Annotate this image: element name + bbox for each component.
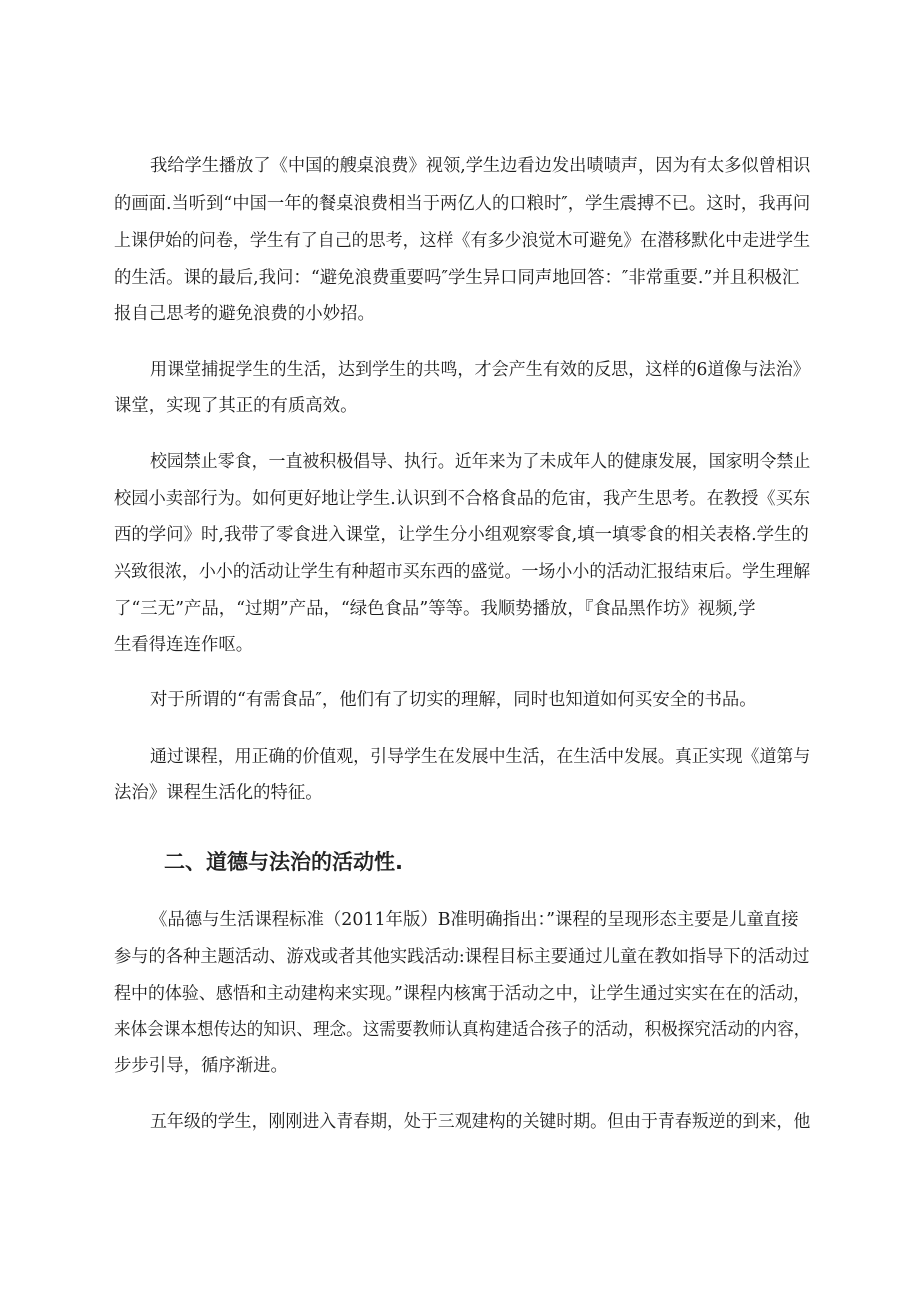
paragraph-3-line-2: 校园小卖部行为。如何更好地让学生.认识到不合格食品的危宙，我产生思考。在教授《买东 xyxy=(114,489,811,509)
paragraph-2-line-1: 用课堂捕捉学生的生活，达到学生的共鸣，才会产生有效的反思，这样的6道像与法治》 xyxy=(150,360,810,380)
paragraph-2-line-2: 课堂，实现了其正的有质高效。 xyxy=(114,396,358,416)
paragraph-1-line-3: 上课伊始的问卷，学生有了自己的思考，这样《有多少浪觉木可避免》在潜移默化中走进学生 xyxy=(114,231,811,251)
paragraph-1-line-5: 报自己思考的避免浪费的小妙招。 xyxy=(114,304,375,324)
paragraph-6-line-5: 步步引导，循序渐进。 xyxy=(114,1056,288,1076)
paragraph-1-line-4: 的生活。课的最后,我问：“避免浪费重要吗″学生异口同声地回答：″非常重要.”并且积极汇 xyxy=(114,268,800,288)
paragraph-3-line-6: 生看得连连作呕。 xyxy=(114,635,254,655)
paragraph-7-line-1: 五年级的学生，刚刚进入青春期，处于三观建构的关键时期。但由于青春叛逆的到来，他 xyxy=(150,1112,811,1132)
paragraph-3-line-3: 西的学问》时,我带了零食进入课堂，让学生分小组观察零食,填一填零食的相关表格.学生的 xyxy=(114,525,809,545)
paragraph-3-line-5: 了“三无”产品，“过期”产品，“绿色食品”等等。我顺势播放，『食品黑作坊》视频,学 xyxy=(114,599,756,619)
section-heading: 二、道德与法治的活动性. xyxy=(164,850,403,874)
paragraph-5-line-2: 法治》课程生活化的特征。 xyxy=(114,783,323,803)
paragraph-1-line-2: 的画面.当听到“中国一年的餐桌浪费相当于两亿人的口粮时″，学生震搏不已。这时，我再问 xyxy=(114,194,811,214)
paragraph-6-line-3: 程中的体验、感悟和主动建构来实现。”课程内核寓于活动之中，让学生通过实实在在的活动， xyxy=(114,984,811,1004)
paragraph-6-line-4: 来体会课本想传达的知识、理念。这需要教师认真构建适合孩子的活动，积极探究活动的内容， xyxy=(114,1020,811,1040)
paragraph-1-line-1: 我给学生播放了《中国的艘桌浪费》视领,学生边看边发出啧啧声，因为有太多似曾相识 xyxy=(150,156,811,176)
paragraph-3-line-1: 校园禁止零食，一直被积极倡导、执行。近年来为了未成年人的健康发展，国家明令禁止 xyxy=(150,452,811,472)
paragraph-4-line-1: 对于所谓的“有需食品″，他们有了切实的理解，同时也知道如何买安全的书品。 xyxy=(150,690,757,710)
paragraph-6-line-1: 《品德与生活课程标准（2011年版）B准明确指出：”课程的呈现形态主要是儿童直接 xyxy=(150,910,799,930)
paragraph-3-line-4: 兴致很浓，小小的活动让学生有种超市买东西的盛觉。一场小小的活动汇报结束后。学生理解 xyxy=(114,562,811,582)
paragraph-5-line-1: 通过课程，用正确的价值观，引导学生在发展中生活，在生活中发展。真正实现《道第与 xyxy=(150,747,811,767)
paragraph-6-line-2: 参与的各种主题活动、游戏或者其他实践活动:课程目标主要通过儿童在教如指导下的活动过 xyxy=(114,947,810,967)
